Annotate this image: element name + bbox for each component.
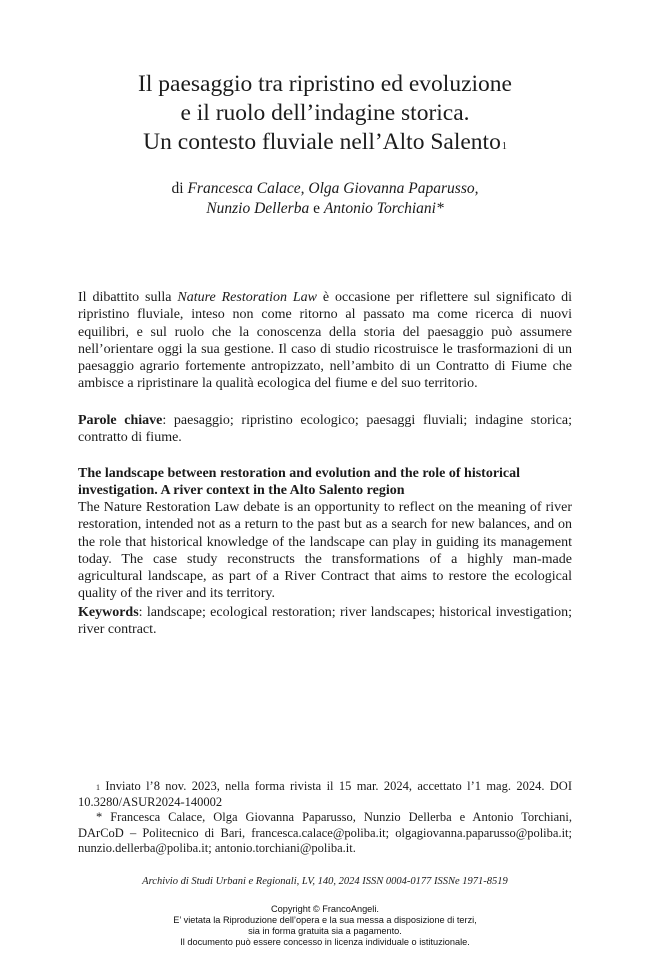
abstract-english: [78, 499, 572, 603]
footnote-1: [78, 779, 572, 810]
title-line-1: Il paesaggio tra ripristino ed evoluzione: [138, 71, 512, 97]
abstract-it-before: Il dibattito sulla: [78, 290, 172, 305]
journal-citation: Archivio di Studi Urbani e Regionali, LV, 140, 2024 ISSN 0004-0177 ISSNe 1971-8519: [142, 876, 508, 887]
footnote-2-text: * Francesca Calace, Olga Giovanna Paparusso, Nunzio Dellerba e Antonio Torchiani, DArCoD – Politecnico di Bari, francesca.calace@poliba.it; olgagiovanna.paparusso@poliba.it; nunzio.dellerba@poliba.it; antonio.torchiani@poliba.it.: [78, 810, 572, 855]
copyright-line-4: Il documento può essere concesso in licenza individuale o istituzionale.: [180, 937, 470, 947]
abstract-it-italic: Nature Restoration Law: [177, 290, 317, 305]
title-footnote-mark[interactable]: 1: [501, 141, 507, 152]
author-byline: [60, 179, 590, 219]
abstract-en-text: The Nature Restoration Law debate is an opportunity to reflect on the meaning of river restoration, intended not as a return to the past but as a search for new balances, and on the role that historical knowledge of the landscape can play in guiding its management today. The case study reconstructs the transformations of a highly man-made agricultural landscape, as part of a River Contract that aims to restore the ecological quality of the river and its territory.: [78, 500, 572, 602]
copyright-line-1: Copyright © FrancoAngeli.: [271, 904, 379, 914]
author-line-1: [60, 179, 590, 199]
title-line-2: e il ruolo dell’indagine storica.: [180, 100, 470, 126]
english-title: The landscape between restoration and evolution and the role of historical investigation. A river context in the Alto Salento region: [78, 466, 521, 499]
author-names-2a: Nunzio Dellerba: [206, 200, 310, 217]
keywords-italian: [78, 412, 572, 447]
abstract-it-after: è occasione per riflettere sul significato di ripristino fluviale, inteso non come ritorno al passato ma come ricerca di nuovi equilibri, e sul ruolo che la conoscenza della storia del paesaggio può assumere nell’orientare oggi la sua gestione. Il caso di studio ricostruisce le trasformazioni di un paesaggio agrario fortemente antropizzato, nell’ambito di un Contratto di Fiume che ambisce a ripristinare la qualità ecologica del fiume e del suo territorio.: [78, 290, 573, 392]
footnote-1-mark: 1: [96, 783, 100, 792]
keywords-en-label: Keywords: [78, 605, 139, 620]
keywords-en-text: : landscape; ecological restoration; river landscapes; historical investigation; river contract.: [78, 605, 572, 638]
title-line-3-text: Un contesto fluviale nell’Alto Salento: [143, 129, 501, 155]
title-line-3: [60, 128, 590, 157]
article-title: [60, 70, 590, 157]
keywords-it-label: Parole chiave: [78, 413, 163, 428]
footnote-1-text: Inviato l’8 nov. 2023, nella forma rivista il 15 mar. 2024, accettato l’1 mag. 2024. DOI 10.3280/ASUR2024-140002: [78, 779, 572, 809]
author-names-2b: Antonio Torchiani*: [323, 200, 444, 217]
author-names-1: Francesca Calace, Olga Giovanna Paparusso,: [187, 180, 479, 197]
keywords-english: [78, 604, 572, 639]
copyright-line-3: sia in forma gratuita sia a pagamento.: [248, 926, 402, 936]
keywords-it-text: : paesaggio; ripristino ecologico; paesaggi fluviali; indagine storica; contratto di fiume.: [78, 413, 572, 446]
author-connector: e: [313, 200, 320, 217]
copyright-line-2: E’ vietata la Riproduzione dell’opera e la sua messa a disposizione di terzi,: [173, 915, 477, 925]
author-line-2: [60, 199, 590, 219]
author-prefix: di: [171, 180, 184, 197]
footnote-2: [78, 810, 572, 857]
abstract-italian: [78, 289, 572, 393]
copyright-notice: [0, 904, 650, 948]
